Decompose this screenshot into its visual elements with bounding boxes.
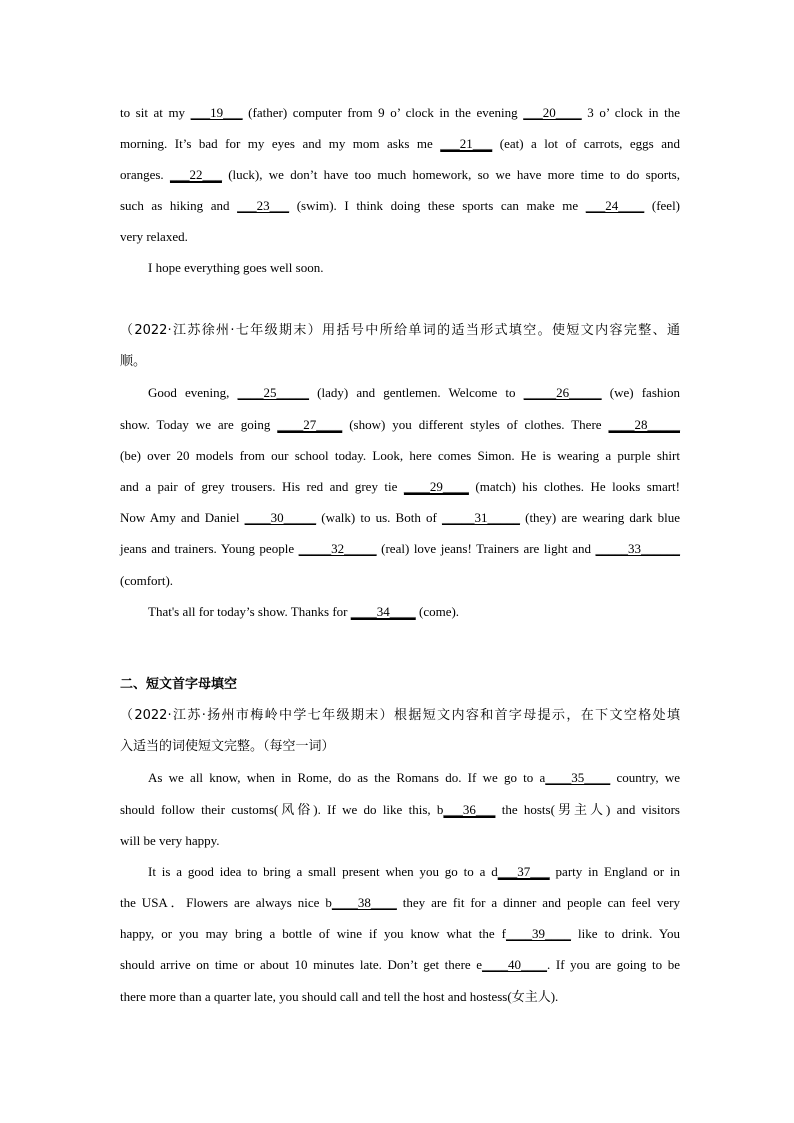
- blank-39[interactable]: ____39____: [505, 926, 571, 941]
- passage3-line6: happy, or you may bring a bottle of wine if you know what the f____39____ like to drink. You: [120, 926, 680, 941]
- blank-22[interactable]: ___22___: [169, 167, 222, 182]
- blank-31[interactable]: _____31_____: [441, 510, 520, 525]
- blank-37[interactable]: ___37___: [497, 864, 550, 879]
- passage2-line2: show. Today we are going ____27____ (show) you different styles of clothes. There ____28_____: [120, 417, 680, 432]
- blank-23[interactable]: ___23___: [237, 198, 290, 213]
- section2-source-line1: （2022·江苏·扬州市梅岭中学七年级期末）根据短文内容和首字母提示，在下文空格处填: [120, 708, 680, 723]
- blank-33[interactable]: _____33______: [595, 541, 681, 556]
- passage1-line6: I hope everything goes well soon.: [148, 260, 324, 275]
- blank-24[interactable]: ___24____: [585, 198, 645, 213]
- blank-34[interactable]: ____34____: [350, 604, 416, 619]
- blank-30[interactable]: ____30_____: [244, 510, 317, 525]
- blank-29[interactable]: ____29____: [403, 479, 469, 494]
- blank-27[interactable]: ____27____: [277, 417, 343, 432]
- blank-40[interactable]: ____40____: [482, 957, 548, 972]
- passage2-line7: (comfort).: [120, 573, 174, 588]
- passage3-line8: there more than a quarter late, you should call and tell the host and hostess(女主人).: [120, 989, 559, 1004]
- passage3-line3: will be very happy.: [120, 833, 220, 848]
- passage2-line5: Now Amy and Daniel ____30_____ (walk) to us. Both of _____31_____ (they) are wearing dark blue: [120, 510, 680, 525]
- q2-source-line1: （2022·江苏徐州·七年级期末）用括号中所给单词的适当形式填空。使短文内容完整、通: [120, 323, 680, 338]
- section2-source-line2: 入适当的词使短文完整。（每空一词）: [120, 739, 335, 754]
- passage2-line8: That's all for today’s show. Thanks for ____34____ (come).: [148, 604, 460, 619]
- passage1-line2: morning. It’s bad for my eyes and my mom asks me ___21___ (eat) a lot of carrots, eggs and: [120, 136, 680, 151]
- passage1-line5: very relaxed.: [120, 229, 188, 244]
- blank-35[interactable]: ____35____: [545, 770, 611, 785]
- passage1-line3: oranges. ___22___ (luck), we don’t have too much homework, so we have more time to do sports,: [120, 167, 680, 182]
- blank-32[interactable]: _____32_____: [298, 541, 377, 556]
- passage3-line5: the USA．Flowers are always nice b____38____ they are fit for a dinner and people can feel very: [120, 895, 680, 910]
- blank-19[interactable]: ___19___: [190, 105, 243, 120]
- section2-heading: 二、短文首字母填空: [120, 677, 238, 692]
- blank-38[interactable]: ____38____: [331, 895, 397, 910]
- blank-21[interactable]: ___21___: [440, 136, 493, 151]
- passage2-line1: Good evening, ____25_____ (lady) and gentlemen. Welcome to _____26_____ (we) fashion: [148, 385, 680, 400]
- passage2-line4: and a pair of grey trousers. His red and grey tie ____29____ (match) his clothes. He looks smart!: [120, 479, 680, 494]
- passage1-line4: such as hiking and ___23___ (swim). I think doing these sports can make me ___24____ (feel): [120, 198, 681, 213]
- passage3-line4: It is a good idea to bring a small present when you go to a d___37___ party in England or in: [148, 864, 680, 879]
- q2-source-line2: 顺。: [120, 354, 147, 369]
- blank-28[interactable]: ____28_____: [608, 417, 680, 432]
- passage3-line1: As we all know, when in Rome, do as the Romans do. If we go to a____35____ country, we: [148, 770, 680, 785]
- passage2-line3: (be) over 20 models from our school today. Look, here comes Simon. He is wearing a purple shirt: [120, 448, 680, 463]
- passage2-line6: jeans and trainers. Young people _____32_____ (real) love jeans! Trainers are light and _____33______: [120, 541, 681, 556]
- blank-26[interactable]: _____26_____: [523, 385, 602, 400]
- blank-25[interactable]: ____25_____: [237, 385, 310, 400]
- passage3-line2: should follow their customs(风俗). If we do like this, b___36___ the hosts(男主人) and visitors: [120, 802, 680, 817]
- passage3-line7: should arrive on time or about 10 minutes late. Don’t get there e____40____. If you are going to be: [120, 957, 680, 972]
- blank-20[interactable]: ___20____: [523, 105, 582, 120]
- blank-36[interactable]: ___36___: [443, 802, 496, 817]
- passage1-line1: to sit at my ___19___ (father) computer from 9 o’ clock in the evening ___20____ 3 o’ clock in the: [120, 105, 681, 120]
